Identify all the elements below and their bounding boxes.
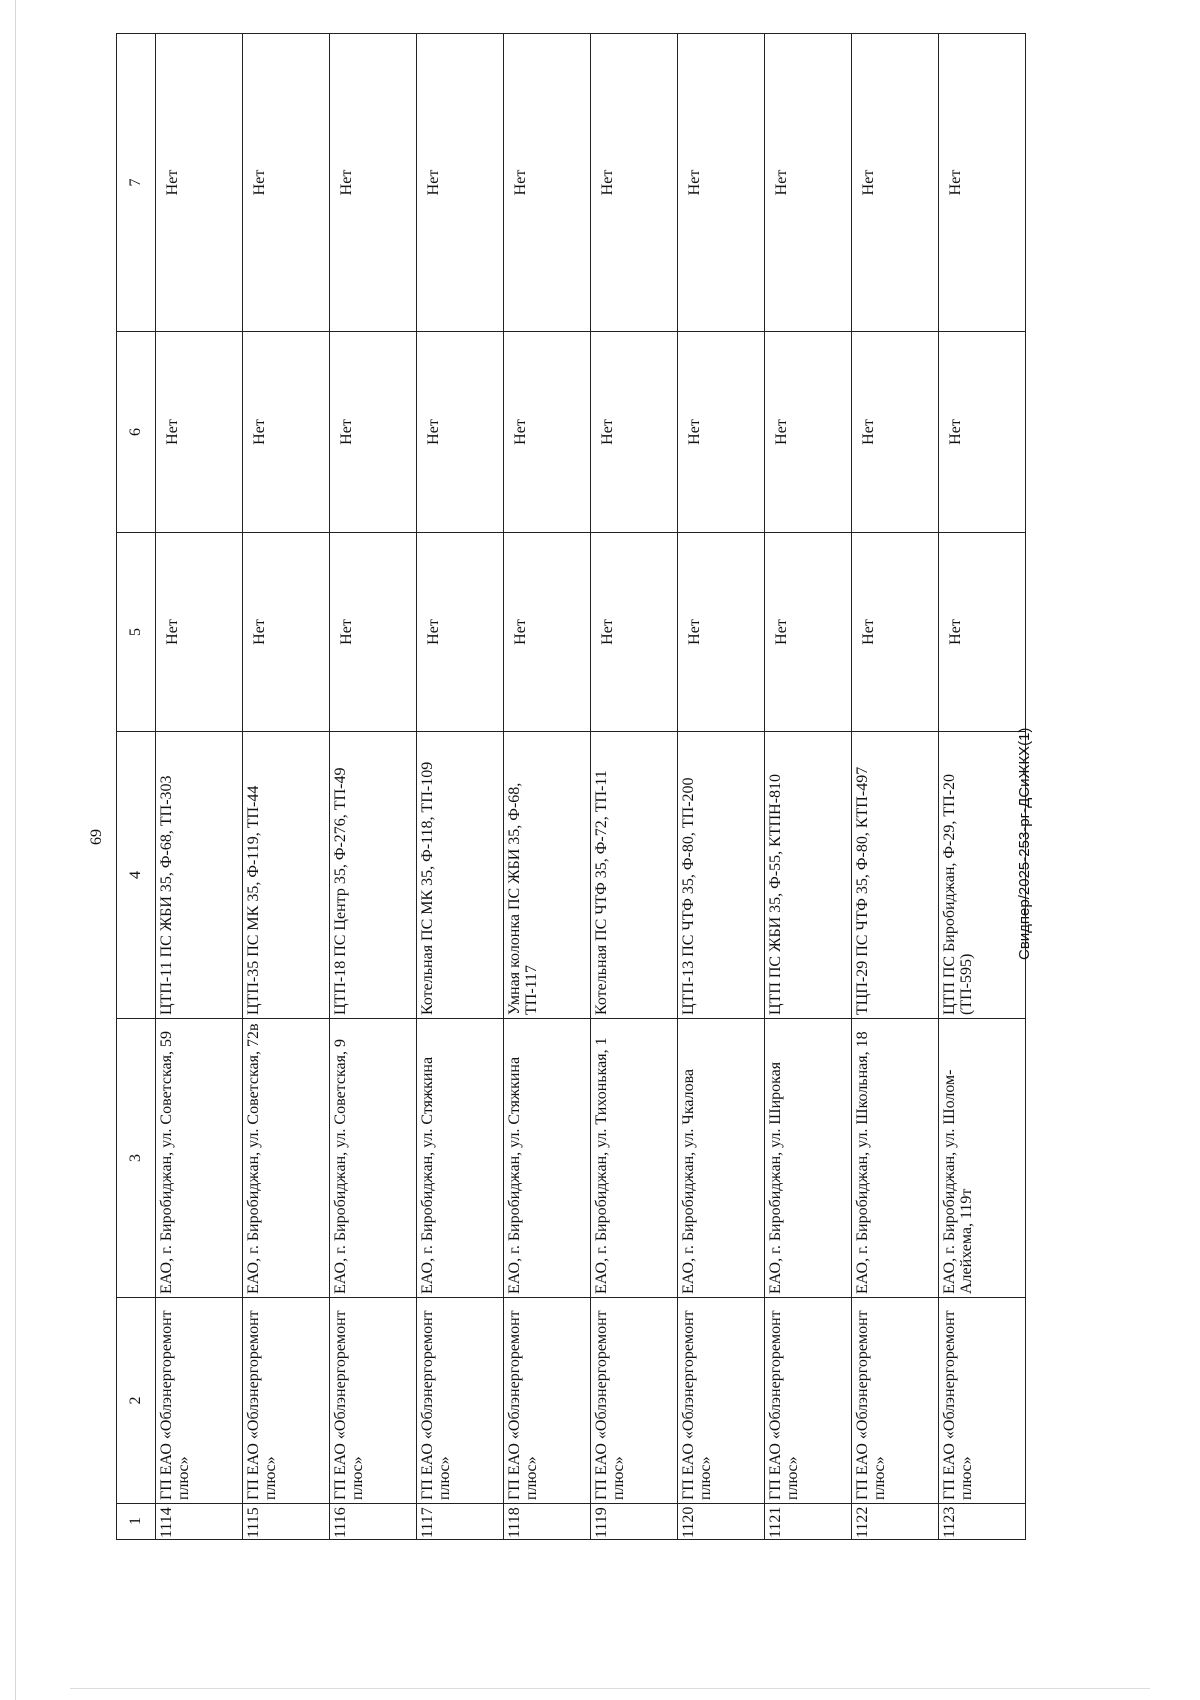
table-cell-c7: Нет: [765, 34, 852, 332]
table-cell-c2: ГП ЕАО «Облэнергоремонт плюс»: [765, 1298, 852, 1504]
table-cell-c7: Нет: [678, 34, 765, 332]
table-cell-c6: Нет: [243, 332, 330, 533]
table-cell-c2: ГП ЕАО «Облэнергоремонт плюс»: [678, 1298, 765, 1504]
table-cell-c7: Нет: [591, 34, 678, 332]
table-cell-c3: ЕАО, г. Биробиджан, ул. Стяжкина: [504, 1019, 591, 1298]
table-cell-c5: Нет: [156, 533, 243, 732]
scan-bottom-edge: [70, 1688, 1150, 1689]
table-cell-c4: ЦТП ПС ЖБИ 35, Ф-55, КТПН-810: [765, 732, 852, 1019]
table-cell-c7: Нет: [330, 34, 417, 332]
table-cell-c4: ЦТП-11 ПС ЖБИ 35, Ф-68, ТП-303: [156, 732, 243, 1019]
table-header: [117, 34, 156, 1540]
column-header-3: 3: [117, 1019, 156, 1298]
table-cell-c1: 1119: [591, 1504, 678, 1540]
table-cell-c2: ГП ЕАО «Облэнергоремонт плюс»: [504, 1298, 591, 1504]
table-cell-c5: Нет: [678, 533, 765, 732]
table-cell-c2: ГП ЕАО «Облэнергоремонт плюс»: [330, 1298, 417, 1504]
table-cell-c6: Нет: [678, 332, 765, 533]
table-cell-c5: Нет: [939, 533, 1026, 732]
table-cell-c6: Нет: [591, 332, 678, 533]
table-cell-c4: ЦТП-35 ПС МК 35, Ф-119, ТП-44: [243, 732, 330, 1019]
table-cell-c3: ЕАО, г. Биробиджан, ул. Шолом-Алейхема, 119т: [939, 1019, 1026, 1298]
table-cell-c7: Нет: [417, 34, 504, 332]
column-header-1: 1: [117, 1504, 156, 1540]
table-cell-c5: Нет: [852, 533, 939, 732]
table-row: [939, 34, 1026, 1540]
table-cell-c6: Нет: [156, 332, 243, 533]
table-row: [417, 34, 504, 1540]
column-header-4: 4: [117, 732, 156, 1019]
table-cell-c1: 1117: [417, 1504, 504, 1540]
table-cell-c3: ЕАО, г. Биробиджан, ул. Тихонькая, 1: [591, 1019, 678, 1298]
table-cell-c3: ЕАО, г. Биробиджан, ул. Чкалова: [678, 1019, 765, 1298]
table-row: [504, 34, 591, 1540]
table-cell-c3: ЕАО, г. Биробиджан, ул. Школьная, 18: [852, 1019, 939, 1298]
table-cell-c5: Нет: [243, 533, 330, 732]
table-cell-c6: Нет: [504, 332, 591, 533]
table-cell-c2: ГП ЕАО «Облэнергоремонт плюс»: [939, 1298, 1026, 1504]
table-cell-c4: ЦТП ПС Биробиджан, Ф-29, ТП-20 (ТП-595): [939, 732, 1026, 1019]
table-cell-c4: Умная колонка ПС ЖБИ 35, Ф-68, ТП-117: [504, 732, 591, 1019]
table-body: [156, 34, 1026, 1540]
table-row: [852, 34, 939, 1540]
table-cell-c5: Нет: [765, 533, 852, 732]
table-cell-c1: 1114: [156, 1504, 243, 1540]
column-header-6: 6: [117, 332, 156, 533]
column-header-7: 7: [117, 34, 156, 332]
table-cell-c3: ЕАО, г. Биробиджан, ул. Советская, 9: [330, 1019, 417, 1298]
table-cell-c4: ЦТП-13 ПС ЧТФ 35, Ф-80, ТП-200: [678, 732, 765, 1019]
table-cell-c4: ЦТП-18 ПС Центр 35, Ф-276, ТП-49: [330, 732, 417, 1019]
table-cell-c1: 1121: [765, 1504, 852, 1540]
header-row: [117, 34, 156, 1540]
table-cell-c5: Нет: [330, 533, 417, 732]
table-cell-c4: Котельная ПС МК 35, Ф-118, ТП-109: [417, 732, 504, 1019]
table-cell-c5: Нет: [417, 533, 504, 732]
table-cell-c1: 1120: [678, 1504, 765, 1540]
rotated-table-container: [116, 78, 976, 1540]
table-cell-c2: ГП ЕАО «Облэнергоремонт плюс»: [243, 1298, 330, 1504]
table-cell-c2: ГП ЕАО «Облэнергоремонт плюс»: [591, 1298, 678, 1504]
table-row: [156, 34, 243, 1540]
table-cell-c5: Нет: [591, 533, 678, 732]
table-cell-c3: ЕАО, г. Биробиджан, ул. Широкая: [765, 1019, 852, 1298]
table-cell-c1: 1122: [852, 1504, 939, 1540]
table-cell-c6: Нет: [417, 332, 504, 533]
table-cell-c7: Нет: [504, 34, 591, 332]
table-row: [591, 34, 678, 1540]
scan-left-edge: [15, 0, 16, 1700]
table-cell-c4: Котельная ПС ЧТФ 35, Ф-72, ТП-11: [591, 732, 678, 1019]
table-cell-c1: 1118: [504, 1504, 591, 1540]
table-cell-c7: Нет: [939, 34, 1026, 332]
column-header-2: 2: [117, 1298, 156, 1504]
page-number: 69: [88, 829, 105, 845]
table-cell-c3: ЕАО, г. Биробиджан, ул. Стяжкина: [417, 1019, 504, 1298]
table-cell-c7: Нет: [243, 34, 330, 332]
table-row: [678, 34, 765, 1540]
table-cell-c3: ЕАО, г. Биробиджан, ул. Советская, 72в: [243, 1019, 330, 1298]
table-cell-c7: Нет: [156, 34, 243, 332]
table-cell-c6: Нет: [939, 332, 1026, 533]
table-cell-c4: ТЦП-29 ПС ЧТФ 35, Ф-80, КТП-497: [852, 732, 939, 1019]
table-cell-c1: 1123: [939, 1504, 1026, 1540]
table-row: [243, 34, 330, 1540]
table-cell-c6: Нет: [330, 332, 417, 533]
table-cell-c3: ЕАО, г. Биробиджан, ул. Советская, 59: [156, 1019, 243, 1298]
table-cell-c1: 1116: [330, 1504, 417, 1540]
document-identifier: Свидпер/2025-253-рг-ДСиЖКХ(1): [1016, 727, 1033, 960]
document-table: [116, 33, 1026, 1540]
column-header-5: 5: [117, 533, 156, 732]
table-cell-c5: Нет: [504, 533, 591, 732]
table-cell-c6: Нет: [765, 332, 852, 533]
table-cell-c1: 1115: [243, 1504, 330, 1540]
table-cell-c2: ГП ЕАО «Облэнергоремонт плюс»: [417, 1298, 504, 1504]
table-row: [330, 34, 417, 1540]
table-row: [765, 34, 852, 1540]
table-cell-c2: ГП ЕАО «Облэнергоремонт плюс»: [156, 1298, 243, 1504]
table-cell-c7: Нет: [852, 34, 939, 332]
table-cell-c2: ГП ЕАО «Облэнергоремонт плюс»: [852, 1298, 939, 1504]
table-cell-c6: Нет: [852, 332, 939, 533]
